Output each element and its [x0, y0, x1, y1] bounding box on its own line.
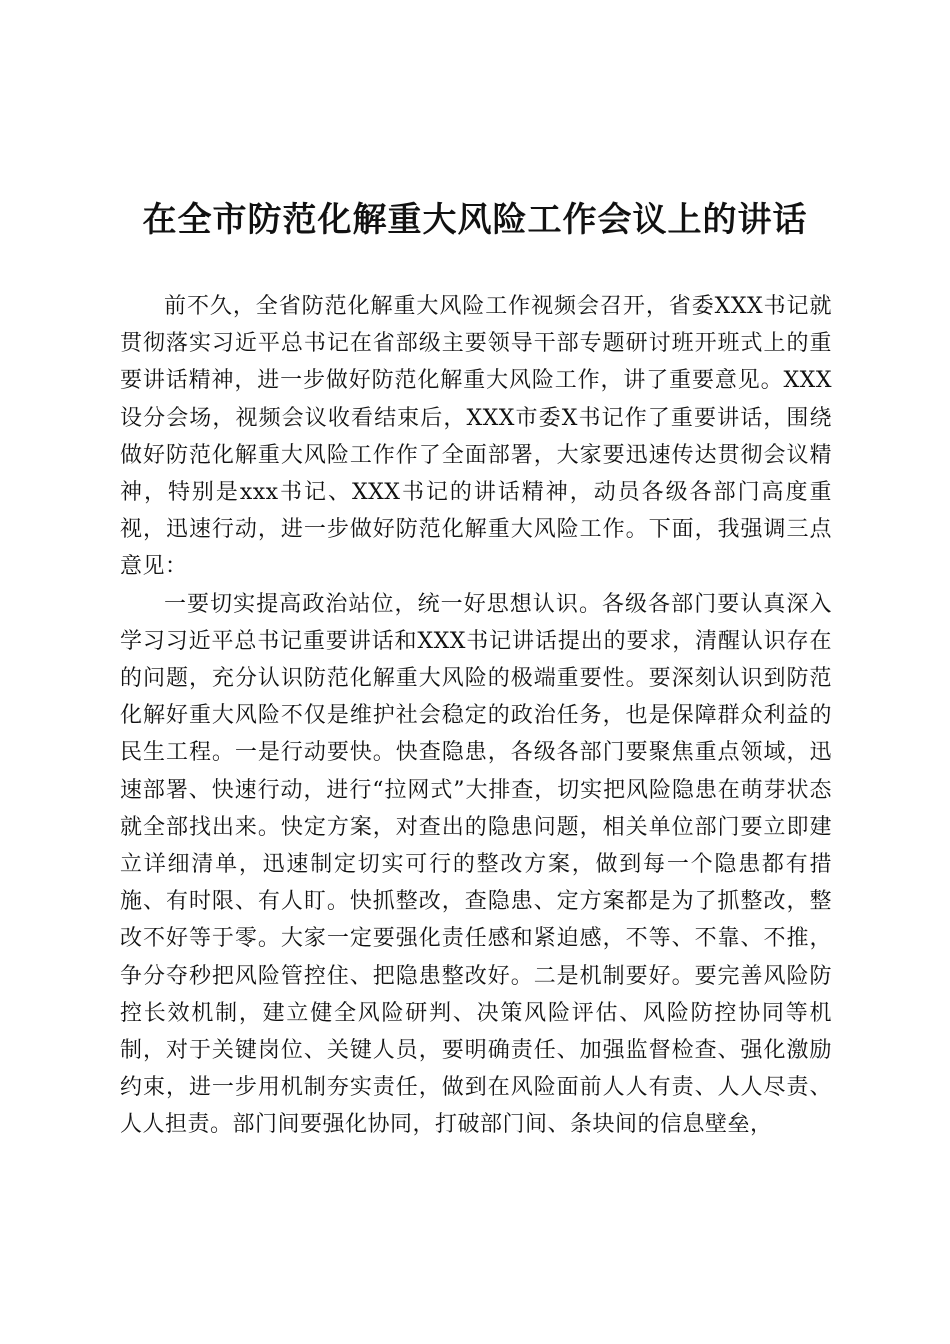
document-body: [120, 288, 832, 1144]
paragraph-intro: 前不久，全省防范化解重大风险工作视频会召开，省委XXX书记就贯彻落实习近平总书记在省部级主要领导干部专题研讨班开班式上的重要讲话精神，进一步做好防范化解重大风险工作，讲了重要意见。XXX设分会场，视频会议收看结束后，XXX市委X书记作了重要讲话，围绕做好防范化解重大风险工作作了全面部署，大家要迅速传达贯彻会议精神，特别是xxx书记、XXX书记的讲话精神，动员各级各部门高度重视，迅速行动，进一步做好防范化解重大风险工作。下面，我强调三点意见：: [120, 294, 832, 580]
paragraph-point-one: 一要切实提高政治站位，统一好思想认识。各级各部门要认真深入学习习近平总书记重要讲话和XXX书记讲话提出的要求，清醒认识存在的问题，充分认识防范化解重大风险的极端重要性。要深刻认识到防范化解好重大风险不仅是维护社会稳定的政治任务，也是保障群众利益的民生工程。一是行动要快。快查隐患，各级各部门要聚焦重点领域，迅速部署、快速行动，进行“拉网式”大排查，切实把风险隐患在萌芽状态就全部找出来。快定方案，对查出的隐患问题，相关单位部门要立即建立详细清单，迅速制定切实可行的整改方案，做到每一个隐患都有措施、有时限、有人盯。快抓整改，查隐患、定方案都是为了抓整改，整改不好等于零。大家一定要强化责任感和紧迫感，不等、不靠、不推，争分夺秒把风险管控住、把隐患整改好。二是机制要好。要完善风险防控长效机制，建立健全风险研判、决策风险评估、风险防控协同等机制，对于关键岗位、关键人员，要明确责任、加强监督检查、强化激励约束，进一步用机制夯实责任，做到在风险面前人人有责、人人尽责、人人担责。部门间要强化协同，打破部门间、条块间的信息壁垒，: [120, 591, 832, 1138]
document-title: 在全市防范化解重大风险工作会议上的讲话: [142, 200, 808, 240]
